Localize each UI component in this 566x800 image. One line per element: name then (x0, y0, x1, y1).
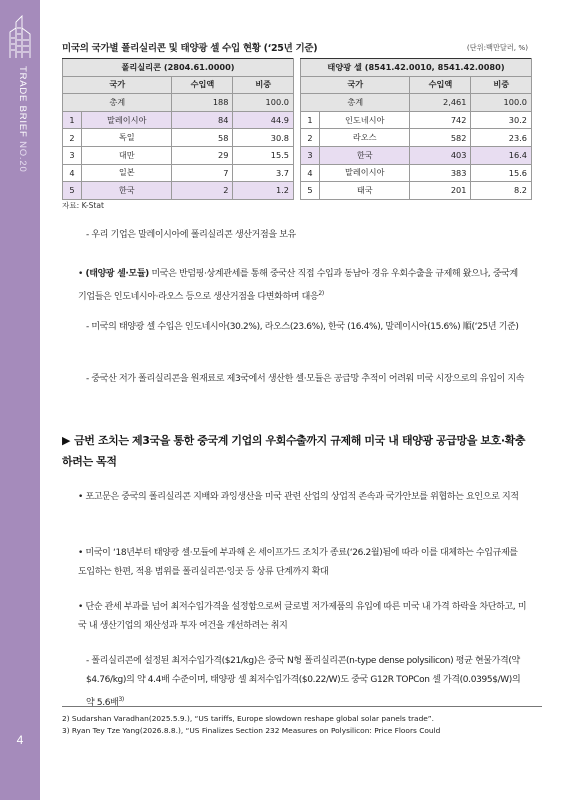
body-paragraph-3: - 미국의 태양광 셀 수입은 인도네시아(30.2%), 라오스(23.6%), 한국 (16.4%), 말레이시아(15.6%) 順(‘25년 기준) (86, 322, 519, 332)
country-cell: 한국 (82, 182, 172, 200)
table-unit: (단위:백만달러, %) (466, 43, 528, 52)
section-headline (62, 430, 532, 472)
share-cell: 30.8 (233, 129, 294, 147)
table-row (301, 146, 532, 164)
rank-cell: 4 (301, 164, 320, 182)
country-cell: 한국 (320, 146, 410, 164)
total-value: 188 (172, 94, 233, 112)
polysilicon-table (62, 58, 294, 200)
table-row (301, 164, 532, 182)
share-cell: 16.4 (471, 146, 532, 164)
table-row (63, 146, 294, 164)
country-cell: 태국 (320, 182, 410, 200)
table-row (63, 94, 294, 112)
share-cell: 23.6 (471, 129, 532, 147)
rank-cell: 3 (301, 146, 320, 164)
value-cell: 7 (172, 164, 233, 182)
bullet-3: • 단순 관세 부과를 넘어 최저수입가격을 설정함으로써 글로벌 저가제품의 유입에 따른 미국 내 가격 하락을 차단하고, 미국 내 생산기업의 채산성과 투자 여건을 개선하려는 취지 (78, 602, 527, 631)
total-label: 총계 (63, 94, 172, 112)
col-share: 비중 (471, 76, 532, 94)
value-cell: 201 (410, 182, 471, 200)
issue-number: NO.20 (17, 141, 28, 173)
value-cell: 582 (410, 129, 471, 147)
solar-cell-table (300, 58, 532, 200)
col-share: 비중 (233, 76, 294, 94)
brand-label (12, 66, 28, 173)
rank-cell: 1 (301, 111, 320, 129)
body-paragraph-2: • (태양광 셀·모듈) 미국은 반덤핑·상계관세를 통해 중국산 직접 수입과 동남아 경유 우회수출을 규제해 왔으나, 중국계 기업들은 인도네시아·라오스 등으로 생산거점을 다변화하며 대응$^{2)}$ (78, 269, 518, 302)
total-share: 100.0 (233, 94, 294, 112)
total-value: 2,461 (410, 94, 471, 112)
col-country: 국가 (301, 76, 410, 94)
value-cell: 2 (172, 182, 233, 200)
value-cell: 403 (410, 146, 471, 164)
share-cell: 1.2 (233, 182, 294, 200)
col-value: 수입액 (410, 76, 471, 94)
footnote-2: 2) Sudarshan Varadhan(2025.5.9.), “US tariffs, Europe slowdown reshape global solar panels trade”. (62, 714, 434, 723)
share-cell: 30.2 (471, 111, 532, 129)
table-row (63, 111, 294, 129)
country-cell: 라오스 (320, 129, 410, 147)
solar-cell-header: 태양광 셀 (8541.42.0010, 8541.42.0080) (301, 59, 532, 77)
table-row (301, 129, 532, 147)
bullet-1: • 포고문은 중국의 폴리실리콘 지배와 과잉생산을 미국 관련 산업의 상업적 존속과 국가안보를 위협하는 요인으로 지적 (78, 492, 519, 502)
footnotes (62, 706, 542, 737)
share-cell: 15.6 (471, 164, 532, 182)
country-cell: 일본 (82, 164, 172, 182)
triangle-bullet-icon: ▶ (62, 434, 71, 447)
paragraph-2-text: 미국은 반덤핑·상계관세를 통해 중국산 직접 수입과 동남아 경유 우회수출을 규제해 왔으나, 중국계 기업들은 인도네시아·라오스 등으로 생산거점을 다변화하며 대응 (78, 269, 518, 302)
page-number: 4 (16, 733, 24, 747)
total-share: 100.0 (471, 94, 532, 112)
rank-cell: 1 (63, 111, 82, 129)
value-cell: 58 (172, 129, 233, 147)
value-cell: 29 (172, 146, 233, 164)
headline-text: 금번 조치는 제3국을 통한 중국계 기업의 우회수출까지 규제해 미국 내 태양광 공급망을 보호·확충하려는 목적 (62, 434, 526, 468)
body-paragraph-5 (86, 652, 526, 713)
value-cell: 84 (172, 111, 233, 129)
value-cell: 742 (410, 111, 471, 129)
footnote-ref-3: 3) (118, 696, 124, 703)
country-cell: 독일 (82, 129, 172, 147)
share-cell: 44.9 (233, 111, 294, 129)
table-row (301, 94, 532, 112)
building-icon (8, 14, 32, 58)
rank-cell: 5 (301, 182, 320, 200)
share-cell: 8.2 (471, 182, 532, 200)
brand-name: TRADE BRIEF (17, 66, 28, 138)
total-label: 총계 (301, 94, 410, 112)
sidebar (0, 0, 40, 800)
table-row (63, 182, 294, 200)
rank-cell: 3 (63, 146, 82, 164)
rank-cell: 2 (63, 129, 82, 147)
table-row (301, 182, 532, 200)
country-cell: 인도네시아 (320, 111, 410, 129)
country-cell: 말레이시아 (320, 164, 410, 182)
rank-cell: 5 (63, 182, 82, 200)
table-title: 미국의 국가별 폴리실리콘 및 태양광 셀 수입 현황 (‘25년 기준) (62, 43, 318, 54)
polysilicon-header: 폴리실리콘 (2804.61.0000) (63, 59, 294, 77)
value-cell: 383 (410, 164, 471, 182)
paragraph-2-heading: (태양광 셀·모듈) (85, 269, 149, 279)
body-paragraph-1: - 우리 기업은 말레이시아에 폴리실리콘 생산거점을 보유 (86, 230, 296, 240)
col-country: 국가 (63, 76, 172, 94)
table-row (301, 111, 532, 129)
body-paragraph-4: - 중국산 저가 폴리실리콘을 원재료로 제3국에서 생산한 셀·모듈은 공급망 추적이 어려워 미국 시장으로의 유입이 지속 (86, 374, 525, 384)
table-row (63, 129, 294, 147)
country-cell: 대만 (82, 146, 172, 164)
share-cell: 15.5 (233, 146, 294, 164)
footnote-3: 3) Ryan Tey Tze Yang(2026.8.8.), “US Finalizes Section 232 Measures on Polysilicon: Price Floors Could (62, 726, 441, 735)
table-source: 자료: K-Stat (62, 201, 104, 210)
rank-cell: 2 (301, 129, 320, 147)
bullet-2: • 미국이 ‘18년부터 태양광 셀·모듈에 부과해 온 세이프가드 조치가 종료(‘26.2월)됨에 따라 이를 대체하는 수입규제를 도입하는 한편, 적용 범위를 폴리실리콘·잉곳 등 상류 단계까지 확대 (78, 548, 518, 577)
country-cell: 말레이시아 (82, 111, 172, 129)
col-value: 수입액 (172, 76, 233, 94)
table-row (63, 164, 294, 182)
paragraph-5-text: - 폴리실리콘에 설정된 최저수입가격($21/kg)은 중국 N형 폴리실리콘(n-type dense polysilicon) 평균 현물가격(약 $4.76/kg)의 약 4.4배 수준이며, 태양광 셀 최저수입가격($0.22/W)도 중국 G12R TOPCon 셀 가격(0.0395$/W)의 약 5.6배 (86, 656, 521, 708)
footnote-ref-2: 2) (318, 290, 324, 297)
rank-cell: 4 (63, 164, 82, 182)
share-cell: 3.7 (233, 164, 294, 182)
